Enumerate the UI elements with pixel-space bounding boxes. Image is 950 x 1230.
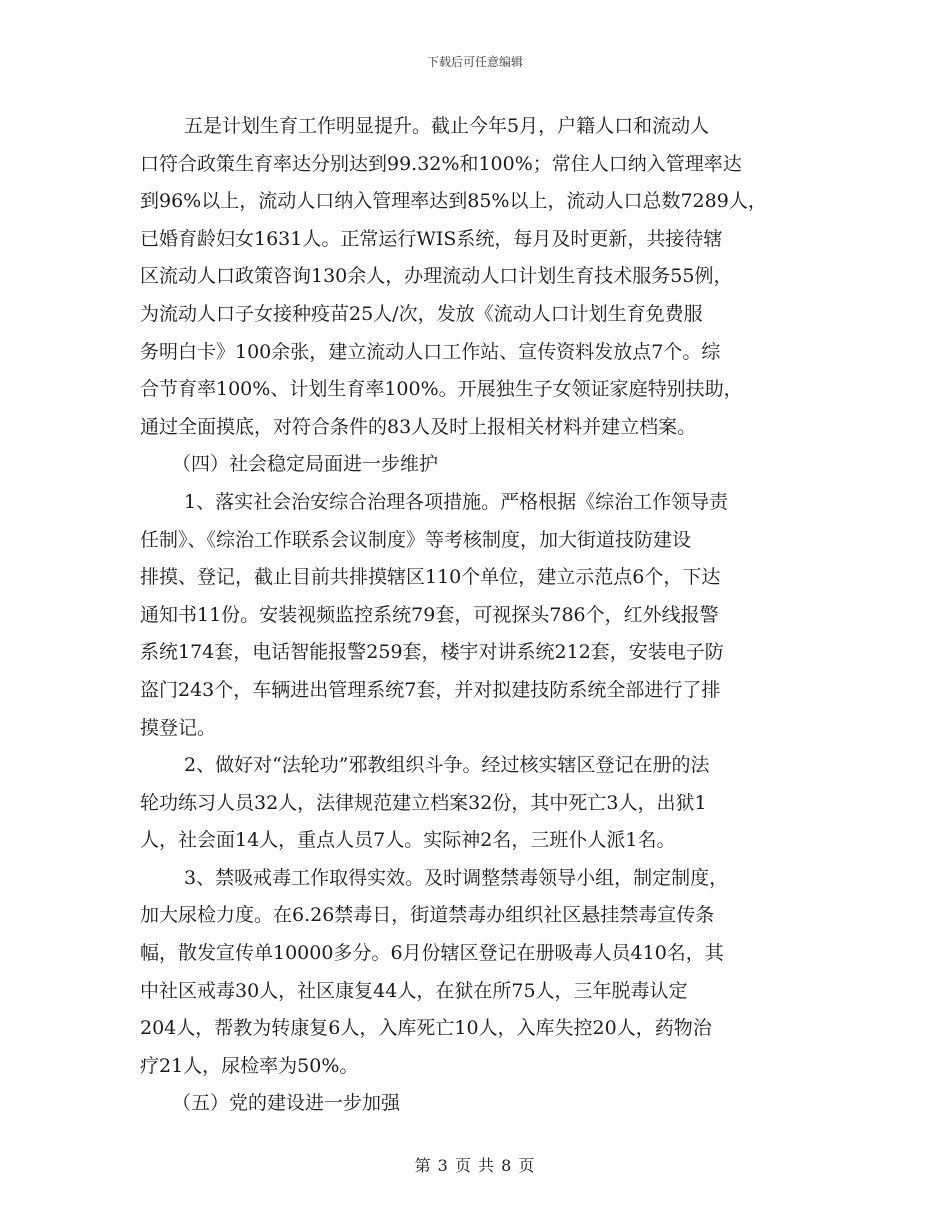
text-line: 为流动人口子女接种疫苗25人/次，发放《流动人口计划生育免费服: [140, 302, 703, 325]
text-line: 系统174套，电话智能报警259套，楼宇对讲系统212套，安装电子防: [140, 641, 724, 664]
text-line: 加大尿检力度。在6.26禁毒日，街道禁毒办组织社区悬挂禁毒宣传条: [140, 904, 715, 927]
text-line: 合节育率100%、计划生育率100%。开展独生子女领证家庭特别扶助，: [140, 378, 743, 401]
text-line: 幅，散发宣传单10000多分。6月份辖区登记在册吸毒人员410名，其: [140, 942, 724, 965]
text-line: 疗21人，尿检率为50%。: [140, 1054, 359, 1077]
text-line: 1、落实社会治安综合治理各项措施。严格根据《综治工作领导责: [184, 490, 729, 513]
text-line: 区流动人口政策咨询130余人，办理流动人口计划生育技术服务55例，: [140, 265, 733, 288]
text-line: 2、做好对“法轮功”邪教组织斗争。经过核实辖区登记在册的法: [184, 754, 710, 777]
text-line: 摸登记。: [140, 716, 217, 739]
text-line: 已婚育龄妇女1631人。正常运行WIS系统，每月及时更新，共接待辖: [140, 227, 723, 250]
text-line: 3、禁吸戒毒工作取得实效。及时调整禁毒领导小组，制定制度，: [184, 866, 729, 889]
text-line: （五）党的建设进一步加强: [172, 1092, 401, 1115]
text-line: 口符合政策生育率达分别达到99.32%和100%；常住人口纳入管理率达: [140, 152, 742, 175]
text-line: 盗门243个，车辆进出管理系统7套，并对拟建技防系统全部进行了排: [140, 678, 721, 701]
text-line: 通知书11份。安装视频监控系统79套，可视探头786个，红外线报警: [140, 603, 719, 626]
text-line: 五是计划生育工作明显提升。截止今年5月，户籍人口和流动人: [184, 115, 710, 137]
text-line: 通过全面摸底，对符合条件的83人及时上报相关材料并建立档案。: [140, 415, 697, 438]
text-line: 务明白卡》100余张，建立流动人口工作站、宣传资料发放点7个。综: [140, 340, 721, 363]
text-line: 轮功练习人员32人，法律规范建立档案32份，其中死亡3人，出狱1: [140, 791, 707, 814]
text-line: （四）社会稳定局面进一步维护: [172, 453, 439, 476]
text-line: 中社区戒毒30人，社区康复44人，在狱在所75人，三年脱毒认定: [140, 979, 688, 1002]
page-header: 下载后可任意编辑: [426, 55, 523, 69]
page-footer: 第 3 页 共 8 页: [414, 1156, 536, 1175]
text-line: 任制》、《综治工作联系会议制度》等考核制度，加大街道技防建设: [140, 528, 692, 551]
body-text: [140, 108, 830, 1123]
text-line: 排摸、登记，截止目前共排摸辖区110个单位，建立示范点6个，下达: [140, 566, 721, 589]
text-line: 204人，帮教为转康复6人，入库死亡10人，入库失控20人，药物治: [140, 1017, 712, 1040]
text-line: 人，社会面14人，重点人员7人。实际神2名，三班仆人派1名。: [140, 829, 676, 852]
text-line: 到96%以上，流动人口纳入管理率达到85%以上，流动人口总数7289人，: [140, 190, 767, 213]
